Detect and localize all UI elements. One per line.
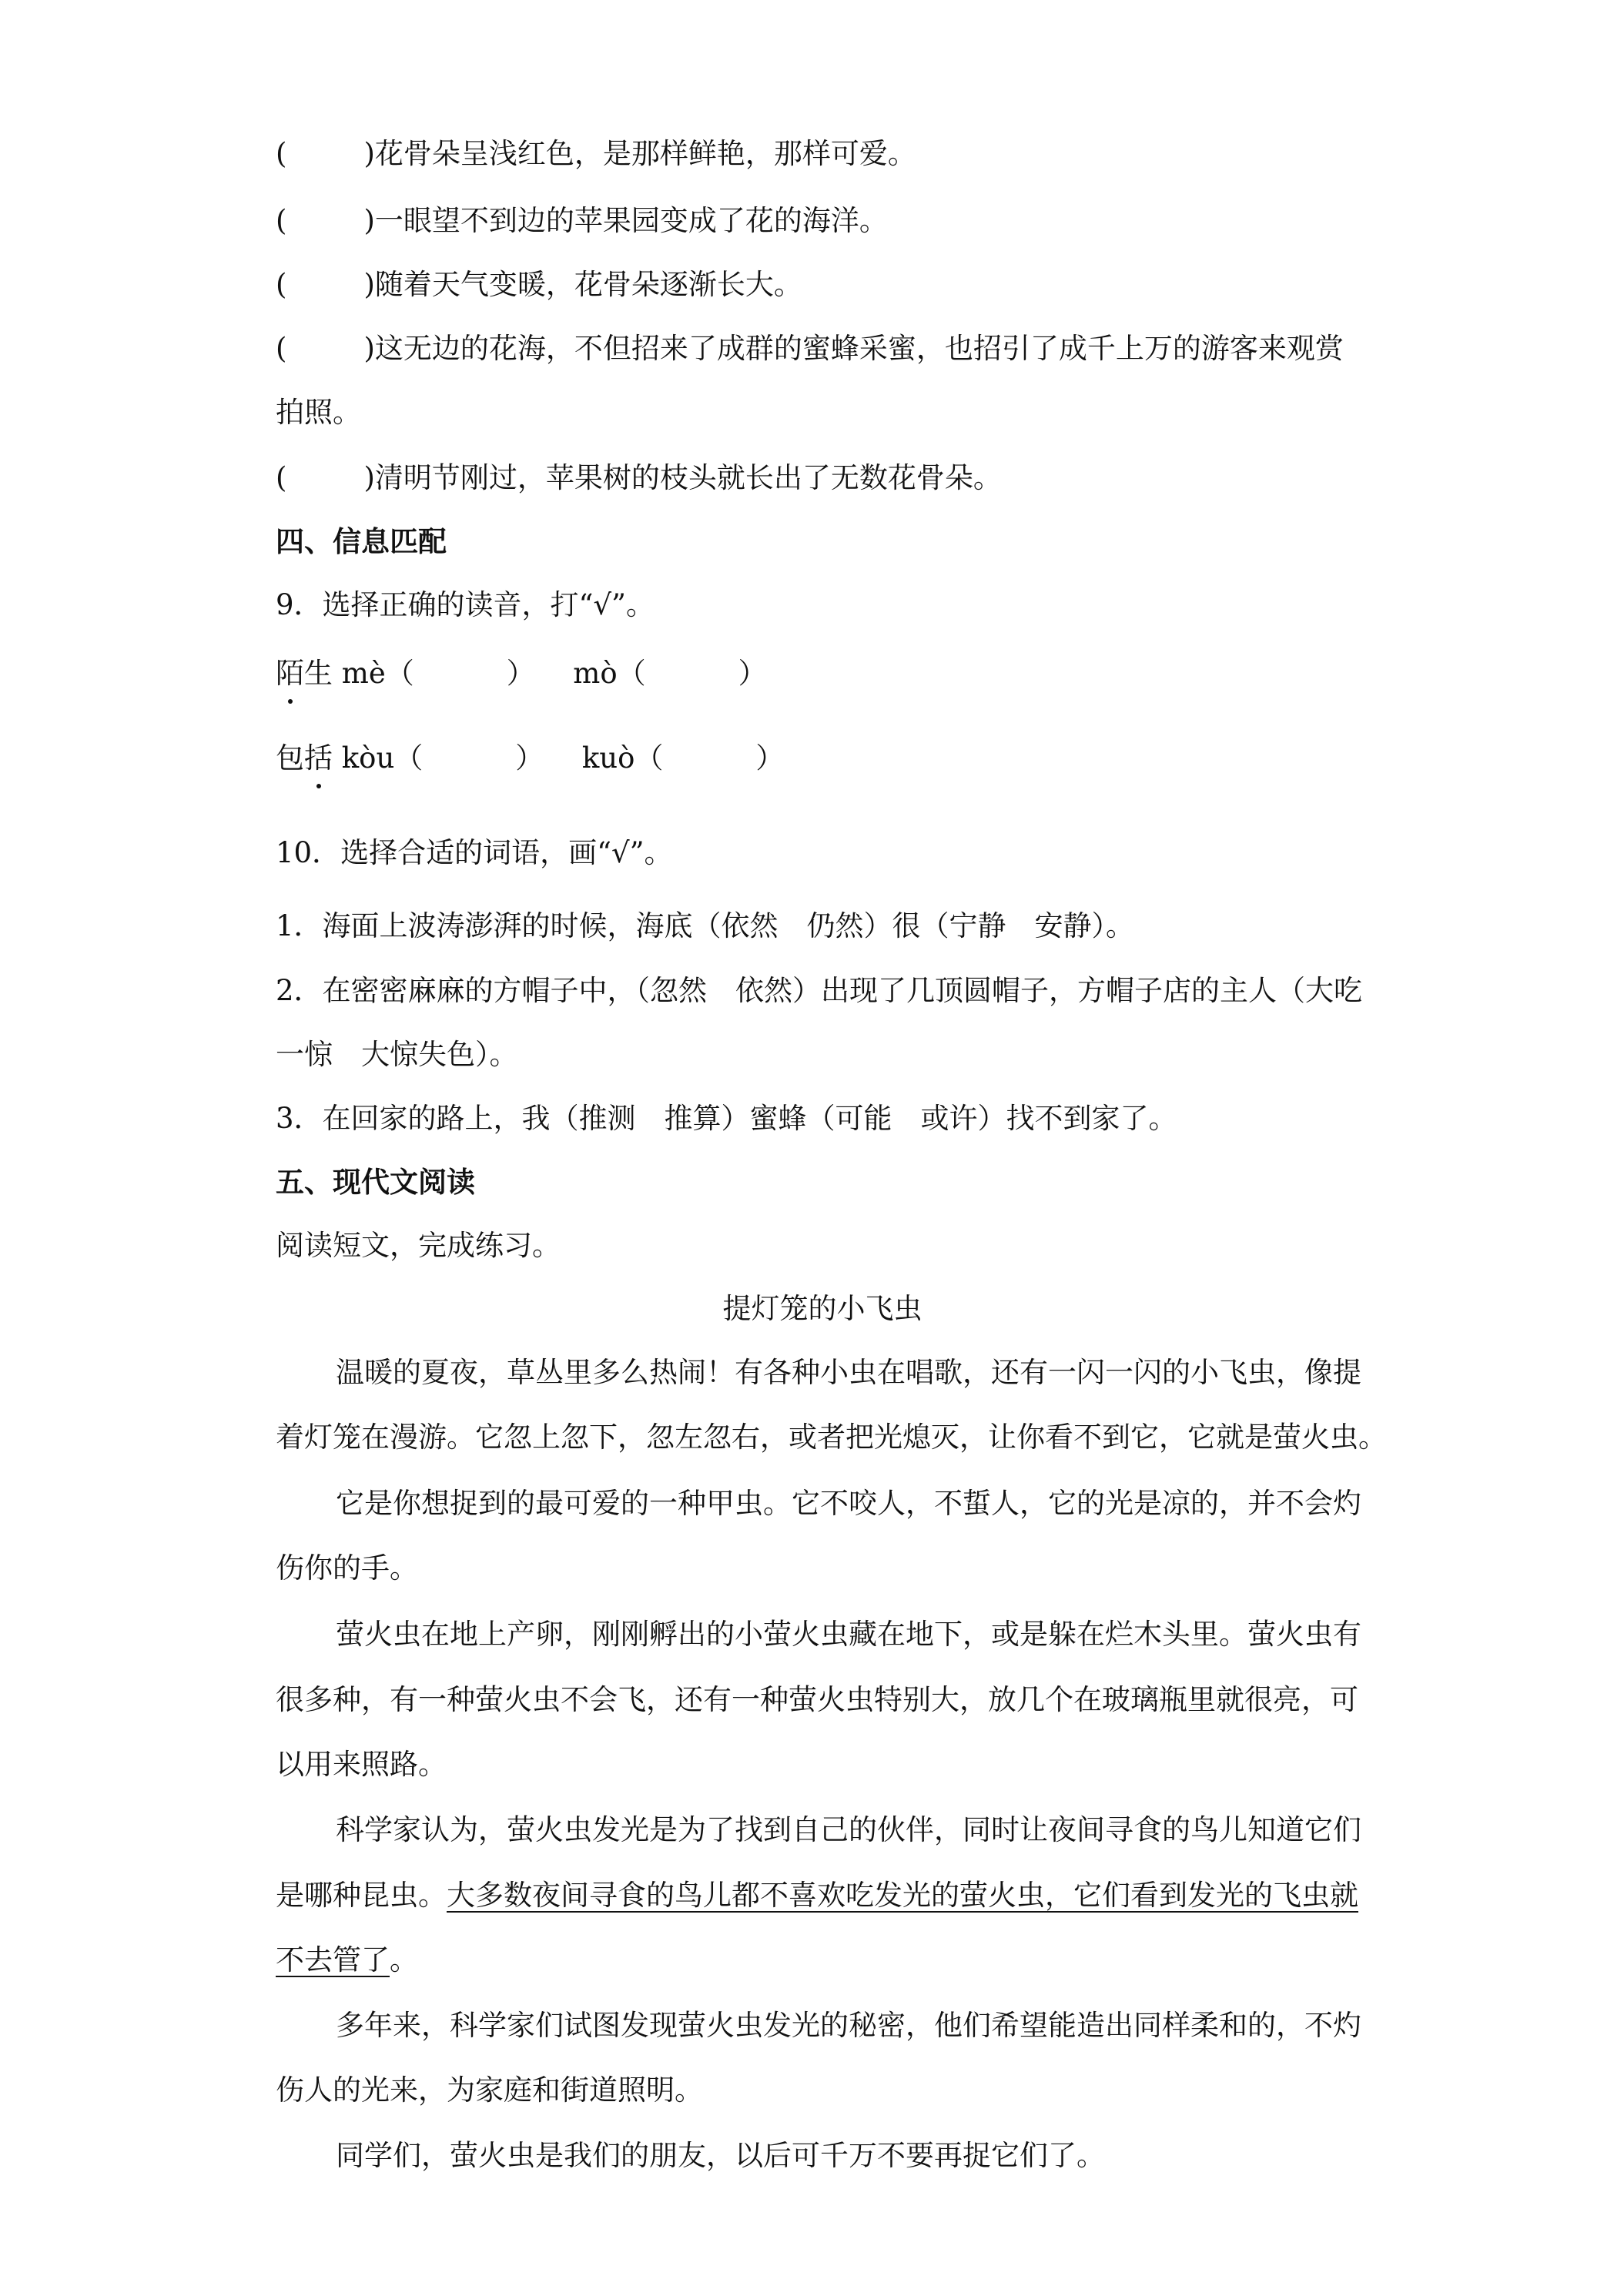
question-10-item-1: 1．海面上波涛澎湃的时候，海底（依然 仍然）很（宁静 安静）。 <box>276 909 1135 942</box>
order-item-text: 一眼望不到边的苹果园变成了花的海洋。 <box>374 204 888 237</box>
pinyin-option: kòu（ <box>341 741 424 775</box>
order-item-5 <box>276 459 1369 497</box>
paren-close: ) <box>363 137 375 170</box>
paren-close: ) <box>363 332 375 365</box>
pinyin-row-1 <box>276 654 1369 693</box>
pinyin-option: kuò（ <box>581 741 664 775</box>
order-item-1 <box>276 135 1369 173</box>
reading-instruction: 阅读短文，完成练习。 <box>276 1229 561 1262</box>
passage-paragraph-2: 它是你想捉到的最可爱的一种甲虫。它不咬人，不蜇人，它的光是凉的，并不会灼 <box>336 1487 1361 1520</box>
paren-close: ) <box>363 268 375 301</box>
passage-paragraph-4-line-2 <box>276 1876 1369 1915</box>
plain-text: 。 <box>390 1943 418 1976</box>
word-part: 包 <box>276 741 304 775</box>
plain-text: 是哪种昆虫。 <box>276 1879 447 1912</box>
passage-paragraph-5: 多年来，科学家们试图发现萤火虫发光的秘密，他们希望能造出同样柔和的，不灼 <box>336 2009 1361 2042</box>
passage-paragraph-2-line-2: 伤你的手。 <box>276 1551 418 1585</box>
paren-close: ） <box>755 741 785 775</box>
paren-close: ) <box>363 204 375 237</box>
passage-paragraph-3: 萤火虫在地上产卵，刚刚孵出的小萤火虫藏在地下，或是躲在烂木头里。萤火虫有 <box>336 1618 1361 1651</box>
dotted-character: 括 <box>304 739 333 778</box>
order-item-text: 这无边的花海，不但招来了成群的蜜蜂采蜜，也招引了成千上万的游客来观赏 <box>374 332 1344 365</box>
passage-paragraph-4: 科学家认为，萤火虫发光是为了找到自己的伙伴，同时让夜间寻食的鸟儿知道它们 <box>336 1813 1361 1846</box>
paren-open: ( <box>276 461 287 494</box>
question-10-prompt: 10．选择合适的词语，画“√”。 <box>276 836 673 869</box>
order-item-3 <box>276 266 1369 304</box>
order-item-4 <box>276 330 1369 368</box>
passage-paragraph-1: 温暖的夏夜，草丛里多么热闹！有各种小虫在唱歌，还有一闪一闪的小飞虫，像提 <box>336 1356 1361 1389</box>
paren-open: ( <box>276 204 287 237</box>
paren-open: ( <box>276 268 287 301</box>
passage-paragraph-1-line-2: 着灯笼在漫游。它忽上忽下，忽左忽右，或者把光熄灭，让你看不到它，它就是萤火虫。 <box>276 1421 1387 1454</box>
pinyin-option: mò（ <box>573 657 646 690</box>
section-5-heading: 五、现代文阅读 <box>276 1165 475 1199</box>
question-9-prompt: 9．选择正确的读音，打“√”。 <box>276 588 655 621</box>
paren-close: ） <box>738 657 767 690</box>
order-item-text: 花骨朵呈浅红色，是那样鲜艳，那样可爱。 <box>374 137 916 170</box>
passage-title: 提灯笼的小飞虫 <box>722 1292 922 1325</box>
section-4-heading: 四、信息匹配 <box>276 524 447 558</box>
underlined-sentence: 大多数夜间寻食的鸟儿都不喜欢吃发光的萤火虫，它们看到发光的飞虫就 <box>447 1879 1358 1912</box>
dotted-character: 陌 <box>276 654 304 693</box>
pinyin-row-2 <box>276 739 1369 778</box>
question-10-item-3: 3．在回家的路上，我（推测 推算）蜜蜂（可能 或许）找不到家了。 <box>276 1102 1177 1135</box>
passage-paragraph-5-line-2: 伤人的光来，为家庭和街道照明。 <box>276 2073 703 2107</box>
passage-paragraph-4-line-3 <box>276 1941 1369 1980</box>
question-10-item-2-continuation: 一惊 大惊失色）。 <box>276 1038 518 1071</box>
paren-close: ） <box>515 741 544 775</box>
underlined-sentence: 不去管了 <box>276 1943 390 1976</box>
order-item-text: 清明节刚过，苹果树的枝头就长出了无数花骨朵。 <box>374 461 1002 494</box>
word-part: 生 <box>304 657 333 690</box>
order-item-4-continuation: 拍照。 <box>276 396 361 429</box>
order-item-2 <box>276 202 1369 240</box>
question-10-item-2: 2．在密密麻麻的方帽子中，（忽然 依然）出现了几顶圆帽子，方帽子店的主人（大吃 <box>276 974 1363 1007</box>
order-item-text: 随着天气变暖，花骨朵逐渐长大。 <box>374 268 802 301</box>
passage-paragraph-6: 同学们，萤火虫是我们的朋友，以后可千万不要再捉它们了。 <box>336 2139 1105 2172</box>
passage-paragraph-3-line-3: 以用来照路。 <box>276 1748 447 1781</box>
passage-paragraph-3-line-2: 很多种，有一种萤火虫不会飞，还有一种萤火虫特别大，放几个在玻璃瓶里就很亮，可 <box>276 1683 1358 1716</box>
paren-open: ( <box>276 137 287 170</box>
pinyin-option: mè（ <box>341 657 414 690</box>
paren-open: ( <box>276 332 287 365</box>
paren-close: ) <box>363 461 375 494</box>
paren-close: ） <box>506 657 535 690</box>
